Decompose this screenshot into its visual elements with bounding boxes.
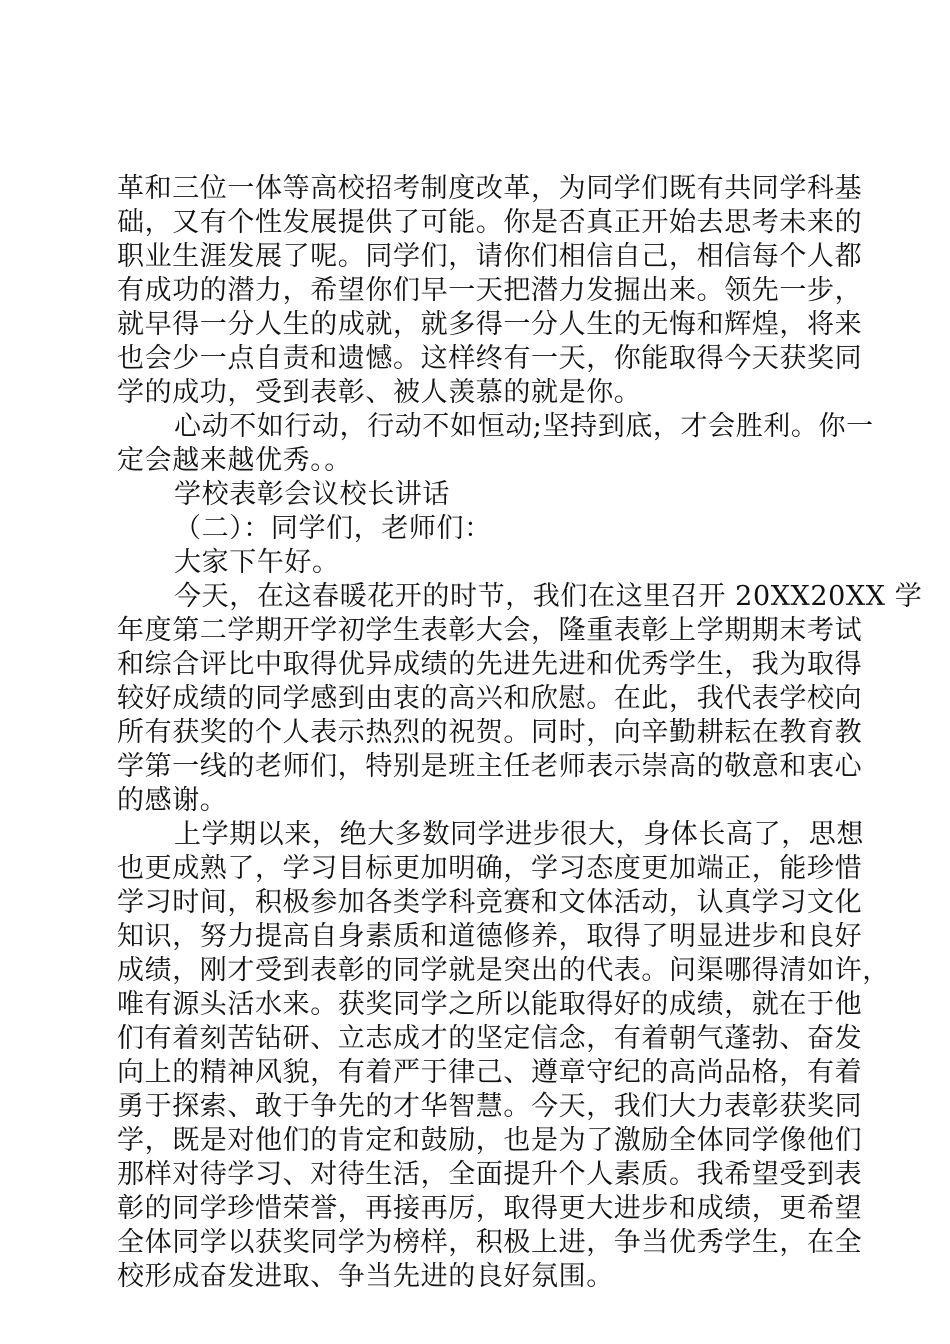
body-text-line: 学第一线的老师们，特别是班主任老师表示崇高的敬意和衷心 bbox=[117, 751, 863, 782]
paragraph-first-line: 上学期以来，绝大多数同学进步很大，身体长高了，思想 bbox=[174, 819, 864, 850]
body-text-line: 们有着刻苦钻研、立志成才的坚定信念，有着朝气蓬勃、奋发 bbox=[117, 1023, 863, 1054]
body-text-line: 学习时间，积极参加各类学科竞赛和文体活动，认真学习文化 bbox=[117, 887, 863, 918]
body-text-line: 革和三位一体等高校招考制度改革，为同学们既有共同学科基 bbox=[117, 173, 863, 204]
body-text-line: 就早得一分人生的成就，就多得一分人生的无悔和辉煌，将来 bbox=[117, 309, 863, 340]
body-text-line: 成绩，刚才受到表彰的同学就是突出的代表。问渠哪得清如许， bbox=[117, 955, 890, 986]
body-text-line: 知识，努力提高自身素质和道德修养，取得了明显进步和良好 bbox=[117, 921, 863, 952]
body-text-line: 那样对待学习、对待生活，全面提升个人素质。我希望受到表 bbox=[117, 1159, 863, 1190]
body-text-line: 定会越来越优秀。。 bbox=[117, 445, 352, 476]
body-text-line: 所有获奖的个人表示热烈的祝贺。同时，向辛勤耕耘在教育教 bbox=[117, 717, 863, 748]
body-text-line: 校形成奋发进取、争当先进的良好氛围。 bbox=[117, 1261, 614, 1292]
body-text-line: 年度第二学期开学初学生表彰大会，隆重表彰上学期期末考试 bbox=[117, 615, 863, 646]
body-text-line: 唯有源头活水来。获奖同学之所以能取得好的成绩，就在于他 bbox=[117, 989, 863, 1020]
body-text-line: 础，又有个性发展提供了可能。你是否真正开始去思考未来的 bbox=[117, 207, 863, 238]
body-text-line: 也更成熟了，学习目标更加明确，学习态度更加端正，能珍惜 bbox=[117, 853, 863, 884]
body-text-line: 也会少一点自责和遗憾。这样终有一天，你能取得今天获奖同 bbox=[117, 343, 863, 374]
paragraph-first-line: 今天，在这春暖花开的时节，我们在这里召开 20XX20XX 学 bbox=[174, 581, 923, 612]
section-title: 学校表彰会议校长讲话 bbox=[174, 479, 450, 510]
body-text-line: 有成功的潜力，希望你们早一天把潜力发掘出来。领先一步， bbox=[117, 275, 863, 306]
section-subtitle: （二）：同学们，老师们： bbox=[174, 513, 492, 544]
body-text-line: 向上的精神风貌，有着严于律己、遵章守纪的高尚品格，有着 bbox=[117, 1057, 863, 1088]
body-text-line: 全体同学以获奖同学为榜样，积极上进，争当优秀学生，在全 bbox=[117, 1227, 863, 1258]
paragraph-first-line: 心动不如行动，行动不如恒动;坚持到底，才会胜利。你一 bbox=[174, 411, 874, 442]
body-text-line: 勇于探索、敢于争先的才华智慧。今天，我们大力表彰获奖同 bbox=[117, 1091, 863, 1122]
body-text-line: 的感谢。 bbox=[117, 785, 228, 816]
body-text-line: 职业生涯发展了呢。同学们，请你们相信自己，相信每个人都 bbox=[117, 241, 863, 272]
body-text-line: 学，既是对他们的肯定和鼓励，也是为了激励全体同学像他们 bbox=[117, 1125, 863, 1156]
body-text-line: 学的成功，受到表彰、被人羡慕的就是你。 bbox=[117, 377, 642, 408]
body-text-line: 和综合评比中取得优异成绩的先进先进和优秀学生，我为取得 bbox=[117, 649, 863, 680]
greeting-line: 大家下午好。 bbox=[174, 547, 340, 578]
body-text-line: 彰的同学珍惜荣誉，再接再厉，取得更大进步和成绩，更希望 bbox=[117, 1193, 863, 1224]
body-text-line: 较好成绩的同学感到由衷的高兴和欣慰。在此，我代表学校向 bbox=[117, 683, 863, 714]
